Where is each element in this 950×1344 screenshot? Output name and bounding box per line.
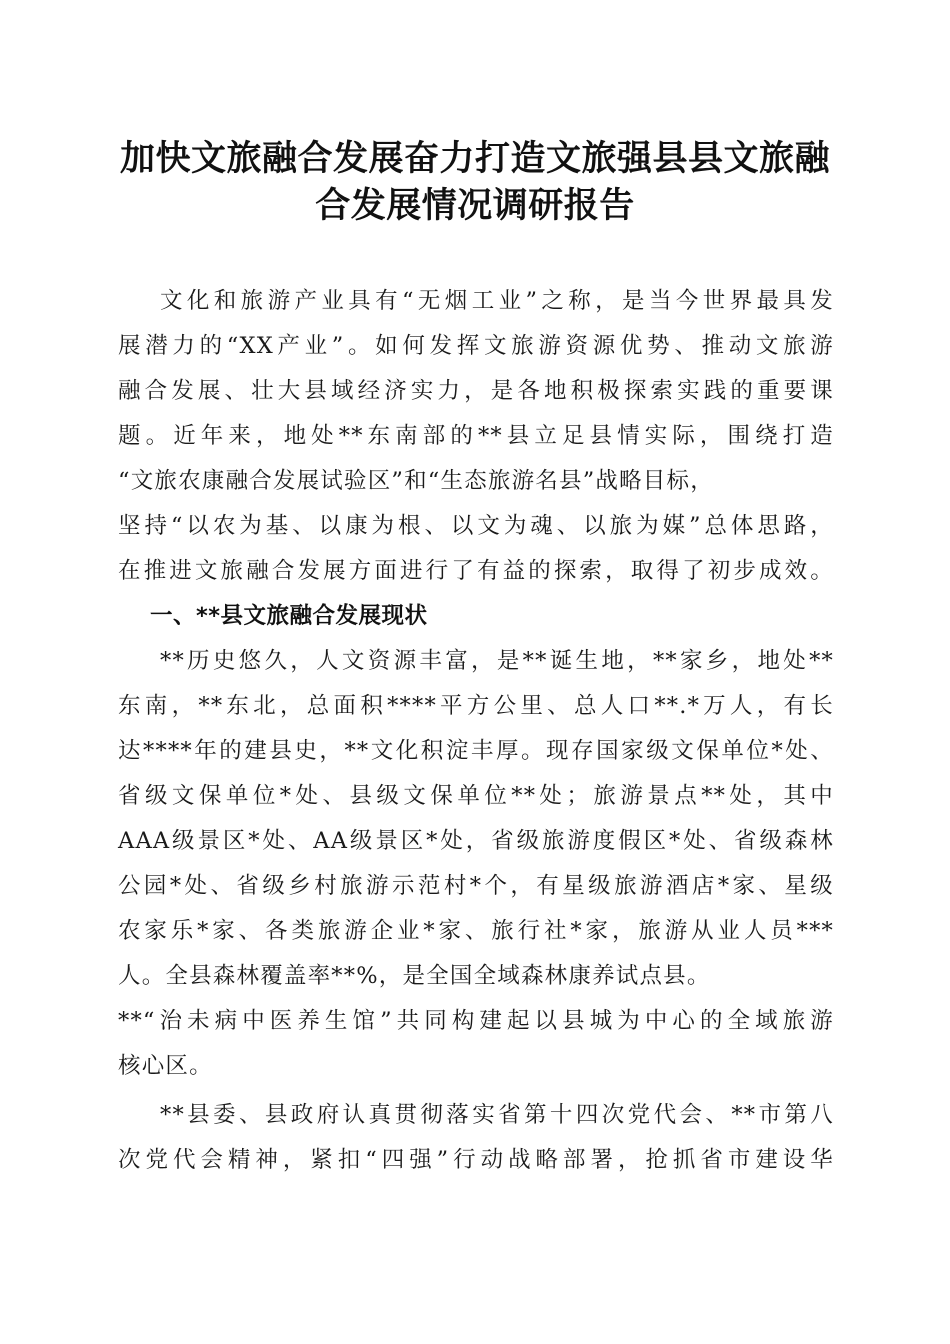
paragraph-line: 融合发展、壮大县域经济实力，是各地积极探索实践的重要课: [118, 378, 834, 404]
paragraph-line: **“治未病中医养生馆”共同构建起以县城为中心的全域旅游: [118, 1008, 834, 1034]
paragraph-line: AAA级景区*处、AA级景区*处，省级旅游度假区*处、省级森林: [118, 828, 834, 854]
title-line-2: 合发展情况调研报告: [315, 185, 635, 226]
policy-paragraph: [118, 1093, 834, 1183]
document-title: [100, 135, 850, 229]
paragraph-line: 展潜力的“XX产业”。如何发挥文旅游资源优势、推动文旅游: [118, 333, 834, 359]
paragraph-line: “文旅农康融合发展试验区”和“生态旅游名县”战略目标，: [118, 468, 714, 494]
paragraph-line: 次党代会精神，紧扣“四强”行动战略部署，抢抓省市建设华: [118, 1147, 834, 1173]
paragraph-line: 东南，**东北，总面积****平方公里、总人口**.*万人，有长: [118, 693, 834, 719]
title-line-1: 加快文旅融合发展奋力打造文旅强县县文旅融: [119, 138, 830, 179]
section-heading: 一、**县文旅融合发展现状: [150, 603, 428, 629]
document-body: [118, 279, 834, 1183]
paragraph-line: 公园*处、省级乡村旅游示范村*个，有星级旅游酒店*家、星级: [118, 873, 834, 899]
status-paragraph: [118, 639, 834, 1089]
paragraph-line: 文化和旅游产业具有“无烟工业”之称，是当今世界最具发: [160, 288, 834, 314]
paragraph-line: 在推进文旅融合发展方面进行了有益的探索，取得了初步成效。: [118, 558, 834, 584]
paragraph-line: 农家乐*家、各类旅游企业*家、旅行社*家，旅游从业人员***: [118, 918, 834, 944]
paragraph-line: 省级文保单位*处、县级文保单位**处；旅游景点**处，其中: [118, 783, 834, 809]
paragraph-line: 人。全县森林覆盖率**%，是全国全域森林康养试点县。: [118, 963, 711, 989]
paragraph-line: 题。近年来，地处**东南部的**县立足县情实际，围绕打造: [118, 423, 834, 449]
paragraph-line: 核心区。: [118, 1053, 213, 1079]
paragraph-line: 达****年的建县史，**文化积淀丰厚。现存国家级文保单位*处、: [118, 738, 834, 764]
paragraph-line: **县委、县政府认真贯彻落实省第十四次党代会、**市第八: [160, 1102, 834, 1128]
paragraph-line: **历史悠久，人文资源丰富，是**诞生地，**家乡，地处**: [160, 648, 834, 674]
paragraph-line: 坚持“以农为基、以康为根、以文为魂、以旅为媒”总体思路，: [118, 513, 834, 539]
intro-paragraph: [118, 279, 834, 594]
